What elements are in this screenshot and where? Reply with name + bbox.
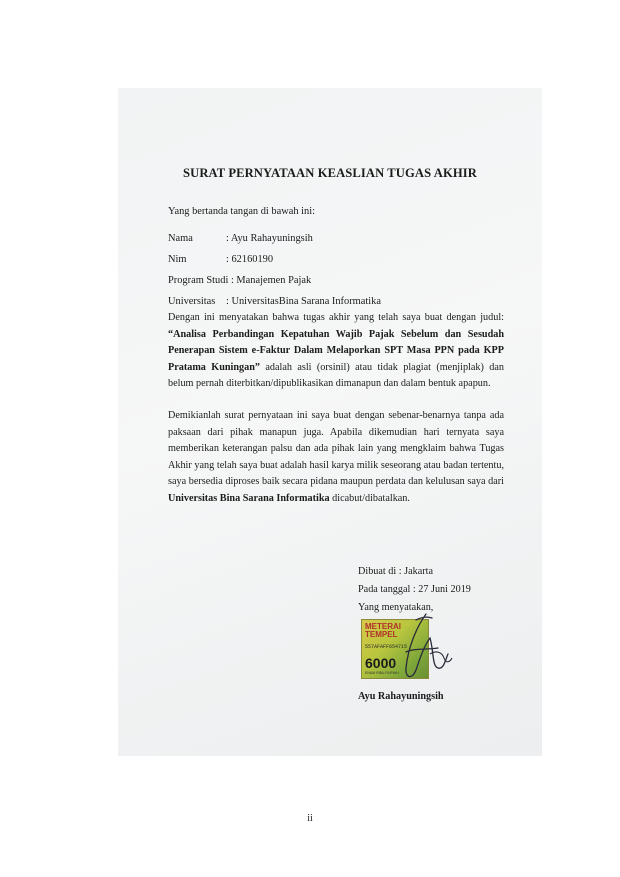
field-label: Nama xyxy=(168,233,193,244)
paragraph-text: adalah asli (orsinil) atau tidak plagiat (menjiplak) dan belum pernah diterbitkan/dipublikasikan dimanapun dan dalam bentuk apapun. xyxy=(168,361,504,389)
field-label: Program Studi xyxy=(168,275,229,286)
field-program-studi xyxy=(168,275,311,286)
field-nama xyxy=(168,233,313,244)
field-label: Nim xyxy=(168,254,187,265)
intro-text: Yang bertanda tangan di bawah ini: xyxy=(168,206,315,217)
stamp-value: 6000 xyxy=(365,655,397,671)
statement-paragraph xyxy=(168,310,504,393)
closing-paragraph xyxy=(168,408,504,507)
page-number: ii xyxy=(307,813,313,824)
stamp-code: 557AFAFF654715 xyxy=(365,644,408,650)
declarant-name: Ayu Rahayuningsih xyxy=(358,691,444,702)
scanned-page xyxy=(118,88,542,756)
paragraph-text: dicabut/dibatalkan. xyxy=(329,492,410,504)
field-value: : Ayu Rahayuningsih xyxy=(226,233,313,244)
field-value: : Manajemen Pajak xyxy=(230,275,312,286)
signing-date: Pada tanggal : 27 Juni 2019 xyxy=(358,584,471,595)
stamp-small-text: ENAM RIBU RUPIAH xyxy=(365,671,399,675)
paragraph-text: Demikianlah surat pernyataan ini saya buat dengan sebenar-benarnya tanpa ada paksaan dari pihak manapun juga. Apabila dikemudian hari ternyata saya memberikan keterangan palsu dan ada pihak lain yang mengklaim bahwa Tugas Akhir yang telah saya buat adalah hasil karya milik seseorang atau badan tertentu, saya bersedia diproses baik secara pidana maupun perdata dan kelulusan saya dari xyxy=(168,410,504,487)
field-label: Universitas xyxy=(168,296,216,307)
thesis-title: “Analisa Perbandingan Kepatuhan Wajib Pajak Sebelum dan Sesudah Penerapan Sistem e-Faktur Dalam Melaporkan SPT Masa PPN pada KPP Pratama Kuningan” xyxy=(168,328,504,373)
field-value: : 62160190 xyxy=(226,254,274,265)
stamp-text: METERAI TEMPEL xyxy=(365,622,401,639)
field-nim xyxy=(168,254,273,265)
paragraph-text: Dengan ini menyatakan bahwa tugas akhir yang telah saya buat dengan judul: xyxy=(168,312,504,323)
signing-place: Dibuat di : Jakarta xyxy=(358,566,433,577)
field-universitas xyxy=(168,296,381,307)
declarant-label: Yang menyatakan, xyxy=(358,602,434,613)
handwritten-signature xyxy=(386,608,456,688)
document-title: SURAT PERNYATAAN KEASLIAN TUGAS AKHIR xyxy=(183,166,477,180)
university-name: Universitas Bina Sarana Informatika xyxy=(168,492,330,504)
field-value: : UniversitasBina Sarana Informatika xyxy=(226,296,381,307)
